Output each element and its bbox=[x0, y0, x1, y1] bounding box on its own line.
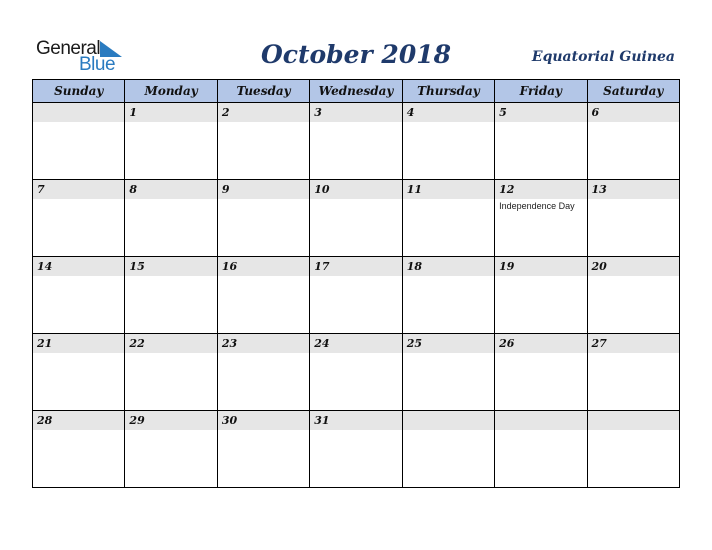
day-cell bbox=[495, 180, 587, 257]
day-cell bbox=[33, 180, 125, 257]
weekday-header-row bbox=[33, 80, 680, 103]
day-cell bbox=[217, 411, 309, 488]
day-number: 13 bbox=[588, 180, 679, 199]
day-cell bbox=[587, 257, 679, 334]
day-cell bbox=[33, 257, 125, 334]
weekday-header: Saturday bbox=[587, 80, 679, 103]
day-cell bbox=[402, 411, 494, 488]
calendar-grid bbox=[32, 79, 680, 488]
day-number: 29 bbox=[125, 411, 216, 430]
weekday-header: Monday bbox=[125, 80, 217, 103]
day-number: 3 bbox=[310, 103, 401, 122]
day-cell bbox=[495, 103, 587, 180]
day-cell bbox=[217, 334, 309, 411]
weekday-header: Friday bbox=[495, 80, 587, 103]
day-number bbox=[33, 103, 124, 122]
day-cell bbox=[125, 334, 217, 411]
day-cell bbox=[125, 411, 217, 488]
day-number bbox=[403, 411, 494, 430]
weekday-header: Thursday bbox=[402, 80, 494, 103]
day-cell bbox=[402, 334, 494, 411]
day-number bbox=[495, 411, 586, 430]
day-number: 22 bbox=[125, 334, 216, 353]
day-number: 15 bbox=[125, 257, 216, 276]
day-number: 25 bbox=[403, 334, 494, 353]
day-number: 12 bbox=[495, 180, 586, 199]
day-number: 16 bbox=[218, 257, 309, 276]
day-cell bbox=[587, 411, 679, 488]
day-number: 2 bbox=[218, 103, 309, 122]
day-cell bbox=[495, 257, 587, 334]
page-title: October 2018 bbox=[260, 40, 452, 69]
day-number: 17 bbox=[310, 257, 401, 276]
day-cell bbox=[125, 257, 217, 334]
day-number: 24 bbox=[310, 334, 401, 353]
day-number: 9 bbox=[218, 180, 309, 199]
week-row bbox=[33, 257, 680, 334]
day-cell bbox=[310, 103, 402, 180]
day-number: 30 bbox=[218, 411, 309, 430]
holiday-label: Independence Day bbox=[499, 201, 575, 211]
day-cell bbox=[217, 180, 309, 257]
logo-text-blue: Blue bbox=[79, 54, 116, 75]
day-number: 21 bbox=[33, 334, 124, 353]
day-cell bbox=[217, 257, 309, 334]
week-row bbox=[33, 334, 680, 411]
day-number: 27 bbox=[588, 334, 679, 353]
day-number: 10 bbox=[310, 180, 401, 199]
day-number: 4 bbox=[403, 103, 494, 122]
day-number: 26 bbox=[495, 334, 586, 353]
day-number bbox=[588, 411, 679, 430]
day-cell bbox=[402, 257, 494, 334]
day-cell bbox=[495, 334, 587, 411]
day-cell bbox=[33, 411, 125, 488]
day-cell bbox=[125, 103, 217, 180]
day-number: 19 bbox=[495, 257, 586, 276]
day-number: 6 bbox=[588, 103, 679, 122]
day-cell bbox=[33, 103, 125, 180]
day-number: 20 bbox=[588, 257, 679, 276]
day-number: 23 bbox=[218, 334, 309, 353]
day-cell bbox=[310, 334, 402, 411]
day-cell bbox=[310, 180, 402, 257]
day-cell bbox=[587, 180, 679, 257]
day-cell bbox=[217, 103, 309, 180]
day-number: 1 bbox=[125, 103, 216, 122]
week-row bbox=[33, 103, 680, 180]
day-cell bbox=[125, 180, 217, 257]
weekday-header: Wednesday bbox=[310, 80, 402, 103]
day-number: 7 bbox=[33, 180, 124, 199]
week-row bbox=[33, 411, 680, 488]
day-cell bbox=[33, 334, 125, 411]
day-number: 8 bbox=[125, 180, 216, 199]
day-cell bbox=[402, 103, 494, 180]
weekday-header: Sunday bbox=[33, 80, 125, 103]
weekday-header: Tuesday bbox=[217, 80, 309, 103]
logo-text-general: General bbox=[36, 38, 101, 59]
day-cell bbox=[402, 180, 494, 257]
day-number: 28 bbox=[33, 411, 124, 430]
day-cell bbox=[587, 103, 679, 180]
day-number: 31 bbox=[310, 411, 401, 430]
day-cell bbox=[310, 411, 402, 488]
week-row bbox=[33, 180, 680, 257]
country-label: Equatorial Guinea bbox=[531, 49, 675, 65]
day-cell bbox=[587, 334, 679, 411]
day-number: 5 bbox=[495, 103, 586, 122]
day-number: 14 bbox=[33, 257, 124, 276]
day-number: 11 bbox=[403, 180, 494, 199]
day-cell bbox=[495, 411, 587, 488]
day-cell bbox=[310, 257, 402, 334]
day-number: 18 bbox=[403, 257, 494, 276]
